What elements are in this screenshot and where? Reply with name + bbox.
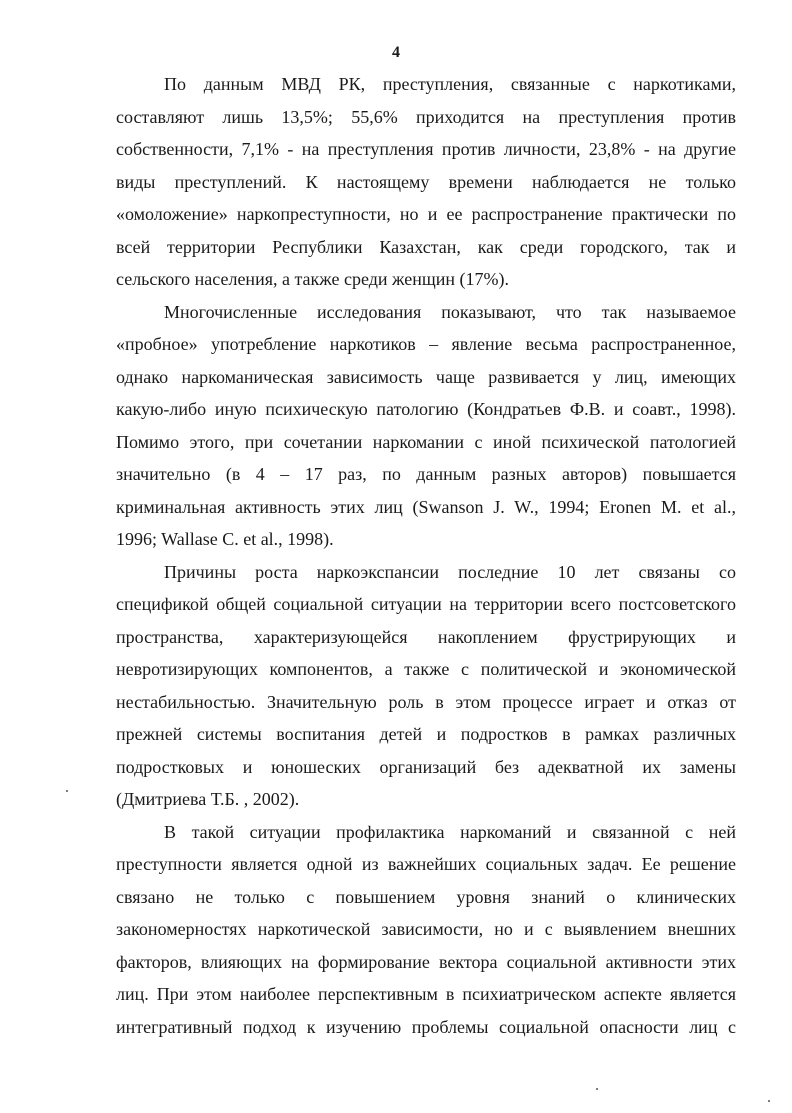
text-line: составляют лишь 13,5%; 55,6% приходится на преступления против bbox=[116, 106, 736, 127]
text-line: подростковых и юношеских организаций без адекватной их замены bbox=[116, 756, 736, 777]
scan-speck bbox=[596, 1088, 598, 1090]
text-line: виды преступлений. К настоящему времени наблюдается не только bbox=[116, 171, 736, 192]
text-line: спецификой общей социальной ситуации на территории всего постсоветского bbox=[116, 594, 736, 614]
body-text bbox=[116, 68, 736, 1043]
text-line: пространства, характеризующейся накоплением фрустрирующих и bbox=[116, 626, 736, 647]
text-line: интегративный подход к изучению проблемы социальной опасности лиц с bbox=[116, 1016, 736, 1037]
text-line: однако наркоманическая зависимость чаще развивается у лиц, имеющих bbox=[116, 366, 736, 387]
text-line: Многочисленные исследования показывают, что так называемое bbox=[164, 301, 736, 322]
text-line: невротизирующих компонентов, а также с политической и экономической bbox=[116, 659, 736, 679]
text-line: По данным МВД РК, преступления, связанные с наркотиками, bbox=[164, 74, 736, 94]
text-line: связано не только с повышением уровня знаний о клинических bbox=[116, 886, 736, 907]
text-line: 1996; Wallase C. et al., 1998). bbox=[116, 529, 334, 549]
text-line: сельского населения, а также среди женщин (17%). bbox=[116, 269, 509, 289]
text-line: собственности, 7,1% - на преступления против личности, 23,8% - на другие bbox=[116, 139, 736, 159]
paragraph-2 bbox=[116, 296, 736, 556]
text-line: преступности является одной из важнейших социальных задач. Ее решение bbox=[116, 854, 736, 874]
page-number: 4 bbox=[392, 44, 400, 61]
text-line: закономерностях наркотической зависимости, но и с выявлением внешних bbox=[116, 919, 736, 939]
text-line: Помимо этого, при сочетании наркомании с иной психической патологией bbox=[116, 431, 736, 452]
text-line: всей территории Республики Казахстан, как среди городского, так и bbox=[116, 236, 736, 257]
text-line: какую-либо иную психическую патологию (Кондратьев Ф.В. и соавт., 1998). bbox=[116, 399, 736, 419]
text-line: лиц. При этом наиболее перспективным в психиатрическом аспекте является bbox=[116, 984, 736, 1004]
paragraph-1 bbox=[116, 68, 736, 296]
text-line: В такой ситуации профилактика наркоманий и связанной с ней bbox=[164, 821, 736, 842]
text-line: Причины роста наркоэкспансии последние 10 лет связаны со bbox=[164, 561, 736, 582]
text-line: значительно (в 4 – 17 раз, по данным разных авторов) повышается bbox=[116, 464, 736, 484]
text-line: нестабильностью. Значительную роль в этом процессе играет и отказ от bbox=[116, 691, 736, 712]
paragraph-3 bbox=[116, 556, 736, 816]
paragraph-4 bbox=[116, 816, 736, 1044]
text-line: криминальная активность этих лиц (Swanson J. W., 1994; Eronen M. et al., bbox=[116, 496, 736, 517]
text-line: (Дмитриева Т.Б. , 2002). bbox=[116, 789, 300, 809]
text-line: «пробное» употребление наркотиков – явление весьма распространенное, bbox=[116, 334, 736, 354]
scan-speck bbox=[768, 1100, 770, 1102]
text-line: прежней системы воспитания детей и подростков в рамках различных bbox=[116, 724, 736, 744]
scan-speck bbox=[66, 790, 68, 792]
text-line: факторов, влияющих на формирование вектора социальной активности этих bbox=[116, 951, 736, 972]
text-line: «омоложение» наркопреступности, но и ее распространение практически по bbox=[116, 204, 736, 224]
